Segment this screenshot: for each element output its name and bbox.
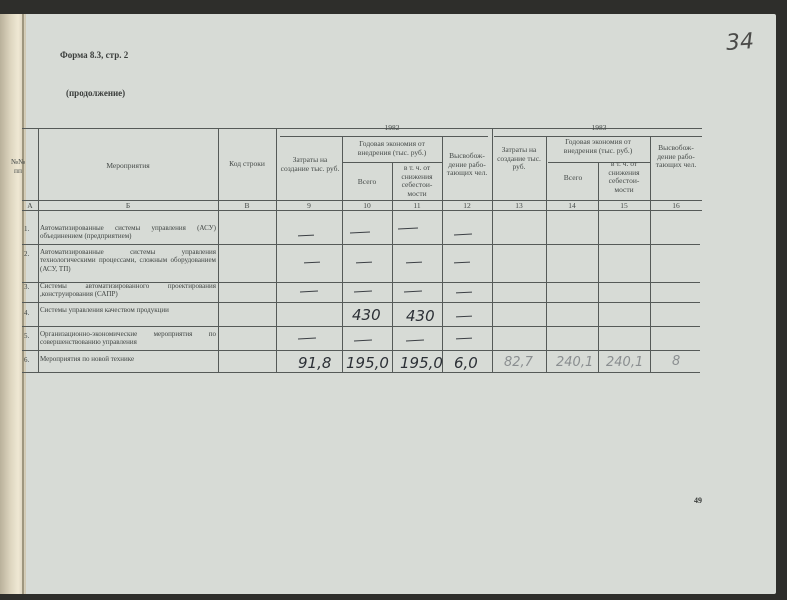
row-1-c10-dash (350, 231, 370, 233)
row-6-c12-value: 6,0 (454, 354, 478, 372)
year-1982: 1982 (384, 123, 400, 132)
row-4-c11-value: 430 (406, 307, 435, 325)
index-12: 12 (463, 201, 471, 210)
handwritten-folio: 34 (725, 29, 755, 56)
row-1-c12-dash (454, 234, 472, 236)
row-4-c10-value: 430 (352, 306, 381, 324)
header-savings-1982: Годовая экономия от внедрения (тыс. руб.) (357, 139, 427, 157)
row-5-c12-dash (456, 338, 472, 340)
row-6-label: Мероприятия по новой технике (40, 355, 135, 363)
index-10: 10 (363, 201, 371, 210)
year-1983: 1983 (591, 123, 607, 132)
row-5-label: Организационно-экономические мероприятия по совершенствованию управления (40, 330, 216, 347)
row-3-c11-dash (404, 291, 422, 293)
binding-edge (22, 14, 24, 594)
header-code: Код строки (229, 159, 265, 168)
row-6-c14-value: 240,1 (556, 355, 594, 370)
header-bottom-line (22, 200, 702, 201)
row-2-label: Автоматизированные системы управления технологическими процессами, сложным оборудованием (АСУ, ТП) (40, 248, 216, 273)
row-5-c10-dash (354, 340, 372, 342)
row-6-c9-value: 91,8 (298, 354, 332, 372)
col-line-7 (492, 128, 493, 372)
row-5-num: 5. (24, 332, 30, 340)
index-15: 15 (620, 201, 628, 210)
index-14: 14 (568, 201, 576, 210)
continuation-label: (продолжение) (66, 88, 126, 98)
row-3-c12-dash (456, 292, 472, 294)
col-line-6 (442, 136, 443, 372)
index-b: Б (125, 201, 131, 210)
row-6-num: 6. (24, 356, 30, 364)
row-1-c9-dash (298, 235, 314, 237)
row-6-c11-value: 195,0 (400, 354, 443, 372)
row-2-num: 2. (24, 250, 30, 258)
header-total-1983: Всего (563, 173, 583, 182)
index-11: 11 (413, 201, 421, 210)
col-line-2 (218, 128, 219, 372)
row-6-c10-value: 195,0 (346, 354, 389, 372)
header-savings-1983: Годовая экономия от внедрения (тыс. руб.) (563, 137, 633, 155)
col-line-10 (650, 136, 651, 372)
row-3-c9-dash (300, 291, 318, 293)
index-9: 9 (307, 201, 311, 210)
col-line-3 (276, 128, 277, 372)
col-line-1 (38, 128, 39, 372)
header-measure: Мероприятия (106, 161, 150, 170)
form-reference: Форма 8.3, стр. 2 (60, 50, 129, 60)
row-2-c10-dash (356, 262, 372, 264)
row-6-c16-value: 8 (672, 354, 681, 369)
index-a: А (27, 201, 33, 210)
page-number: 49 (694, 496, 702, 505)
row-4-c12-dash (456, 316, 472, 318)
col-line-8 (546, 136, 547, 372)
row-2-c11-dash (406, 262, 422, 264)
col-line-9 (598, 162, 599, 372)
col-line-5 (392, 162, 393, 372)
col-line-4 (342, 136, 343, 372)
row-1-label: Автоматизированные системы управления (АСУ) объединением (предприятием) (40, 224, 216, 241)
header-costs-1983: Затраты на создание тыс. руб. (497, 145, 541, 172)
row-2-c9-dash (304, 262, 320, 264)
row-3-label: Системы автоматизированного проектирования ,конструирования (САПР) (40, 282, 216, 299)
header-costs-1982: Затраты на создание тыс. руб. (280, 155, 340, 173)
year1-line (280, 136, 488, 137)
document-page (0, 14, 776, 594)
row-4-num: 4. (24, 309, 30, 317)
row-6-c15-value: 240,1 (606, 355, 644, 370)
row-1-c11-dash (398, 227, 418, 229)
row-3-num: 3. (24, 283, 30, 291)
row-5-c9-dash (298, 338, 316, 340)
row-2-c12-dash (454, 262, 470, 264)
header-no: №№ пп (10, 157, 26, 175)
header-released-1983: Высвобож-дение рабо-тающих чел. (655, 143, 697, 170)
header-incl-1982: в т. ч. от снижения себестои-мости (401, 163, 433, 198)
header-released-1982: Высвобож-дение рабо-тающих чел. (446, 151, 488, 178)
index-v: В (244, 201, 250, 210)
index-13: 13 (515, 201, 523, 210)
row-6-c13-value: 82,7 (504, 355, 533, 370)
row-1-num: 1. (24, 225, 30, 233)
header-incl-1983: в т. ч. от снижения себестои-мости (608, 159, 640, 194)
row6-line (22, 372, 700, 373)
index-16: 16 (672, 201, 680, 210)
header-total-1982: Всего (357, 177, 377, 186)
row-4-label: Системы управления качеством продукции (40, 306, 169, 314)
row-5-c11-dash (406, 340, 424, 342)
row-3-c10-dash (354, 291, 372, 293)
